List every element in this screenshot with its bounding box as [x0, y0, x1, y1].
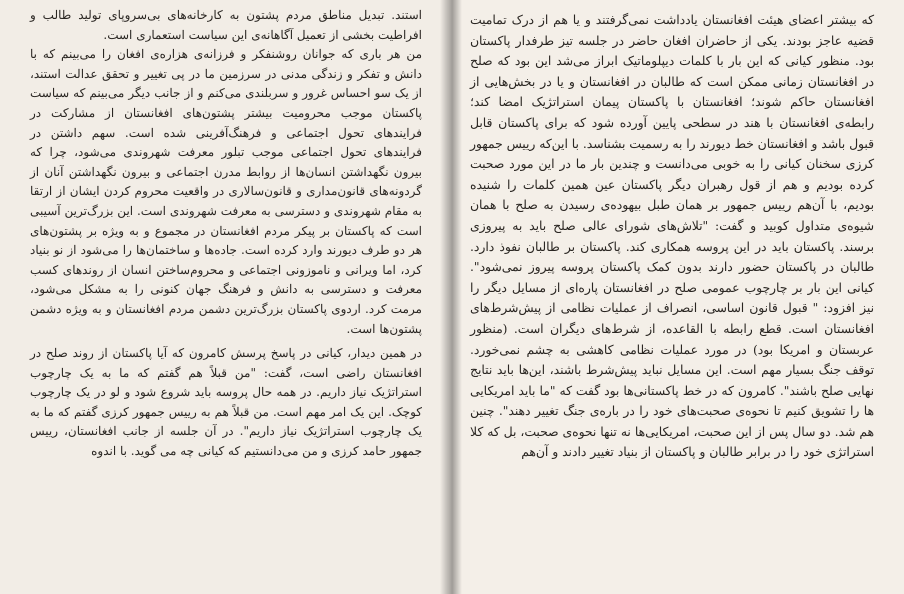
left-paragraph-1: استند. تبدیل مناطق مردم پشتون به کارخانه‌های بی‌سروپای تولید طالب و افراطیت بخشی از تعمیل آگاهانه‌ی این سیاست استعماری است.	[30, 8, 422, 42]
right-paragraph-1: که بیشتر اعضای هیئت افغانستان یادداشت نمی‌گرفتند و یا هم از درک تمامیت قضیه عاجز بودند. یکی از حاضران افغان حاضر در جلسه تیز طرفدار پاکستان بود. منظور کیانی که این بار با کلمات دیپلوماتیک ابراز می‌شد این بود که صلح در افغانستان زمانی ممکن است که طالبان در افغانستان و یا در بخش‌هایی از افغانستان حاکم شوند؛ افغانستان با پاکستان پیمان استراتژیک امضا کند؛ رابطه‌ی افغانستان با هند در سطحی پایین آورده شود که برای پاکستان قابل قبول باشد و افغانستان خط دیورند را به رسمیت بشناسد. با این‌که رییس جمهور کرزی سخنان کیانی را به خوبی می‌دانست و چندین بار ما در این مورد صحبت کرده بودیم و هم از قول رهبران دیگر پاکستان عین همین کلمات را شنیده بودیم، با آن‌هم رییس جمهور بر همان طبل بیهوده‌ی رسیدن به صلح با همان شیوه‌ی متداول کوبید و گفت: "تلاش‌های شورای عالی صلح باید به پیروزی برسند. پاکستان باید در این پروسه همکاری کند. پاکستان بر طالبان نفوذ دارد. طالبان در پاکستان حضور دارند بدون کمک پاکستان پروسه پیروز نمی‌شود". کیانی این بار بر چارچوب عمومی صلح در افغانستان پاره‌ای از مسایل دیگر را نیز افزود: " قبول قانون اساسی، انصراف از عملیات نظامی از پیش‌شرط‌های افغانستان است. قطع رابطه با القاعده، از شرط‌های دیگران است. (منظور عربستان و امریکا بود) در مورد عملیات نظامی کاهشی به چشم نمی‌خورد. توقف جنگ بسیار مهم است. این مسایل نباید پیش‌شرط باشند، این‌ها باید نتایج نهایی صلح باشند". کامرون که در خط پاکستانی‌ها بود گفت که "ما باید امریکایی ها را تشویق کنیم تا نحوه‌ی صحبت‌های خود را در باره‌ی جنگ تغییر دهند". چنین هم شد. دو سال پس از این صحبت، امریکایی‌ها نه تنها نحوه‌ی صحبت، بل که کلا استراتژی خود را در برابر طالبان و پاکستان از بنیاد تغییر دادند و آن‌هم	[469, 13, 874, 460]
left-paragraph-3: در همین دیدار، کیانی در پاسخ پرسش کامرون که آیا پاکستان از روند صلح در افغانستان راضی است، گفت: "من قبلاً هم گفتم که ما به یک چارچوب استراتژیک نیاز داریم. در همه حال پروسه باید شروع شود و لو در یک چارچوب کوچک. این یک امر مهم است. من قبلاً هم به رییس جمهور کرزی گفتم که ما به یک چارچوب استراتژیک نیاز داریم". در آن جلسه از جانب افغانستان، رییس جمهور حامد کرزی و من می‌دانستیم که کیانی چه می‌ گوید. با اندوه	[30, 346, 422, 459]
left-page	[0, 0, 448, 594]
book-gutter-shadow	[440, 0, 462, 594]
left-paragraph-2: من هر باری که جوانان روشنفکر و فرزانه‌ی هزاره‌ی افغان را می‌بینم که با دانش و تفکر و زندگی مدنی در سرزمین ما در پی تغییر و تحقق عدالت استند، از یک سو احساس غرور و سربلندی می‌کنم و از جانب دیگر می‌بینم که سیاست پاکستان موجب محرومیت بیشتر پشتون‌های افغانستان از مشارکت در فرایندهای تحول اجتماعی و فرهنگ‌آفرینی شده است. سهم داشتن در فرایندهای تحول اجتماعی موجب تبلور معرفت شهروندی می‌شود، چرا که بیرون نگهداشتن انسان‌ها از روابط مدرن اجتماعی و بیرون نگهداشتن آنان از گردونه‌های قانون‌مداری و قانون‌سالاری در واقعیت محروم کردن ایشان از ارتقا به مقام شهروندی و دسترسی به معرفت شهروندی است. این بزرگ‌ترین آسیبی است که پاکستان بر پیکر مردم افغانستان در مجموع و به ویژه بر پشتون‌های هر دو طرف دیورند وارد کرده است. جاده‌ها و ساختمان‌ها را می‌شود از نو بنیاد کرد، اما ویرانی و ناموزونی اجتماعی و محروم‌ساختن انسان از روندهای کسب معرفت و دسترسی به دانش و فرهنگ جهان کنونی را به مشکل می‌شود، مرمت کرد. اردوی پاکستان بزرگ‌ترین دشمن مردم افغانستان و به ویژه دشمن پشتون‌ها است.	[30, 47, 422, 336]
right-page	[448, 0, 904, 594]
